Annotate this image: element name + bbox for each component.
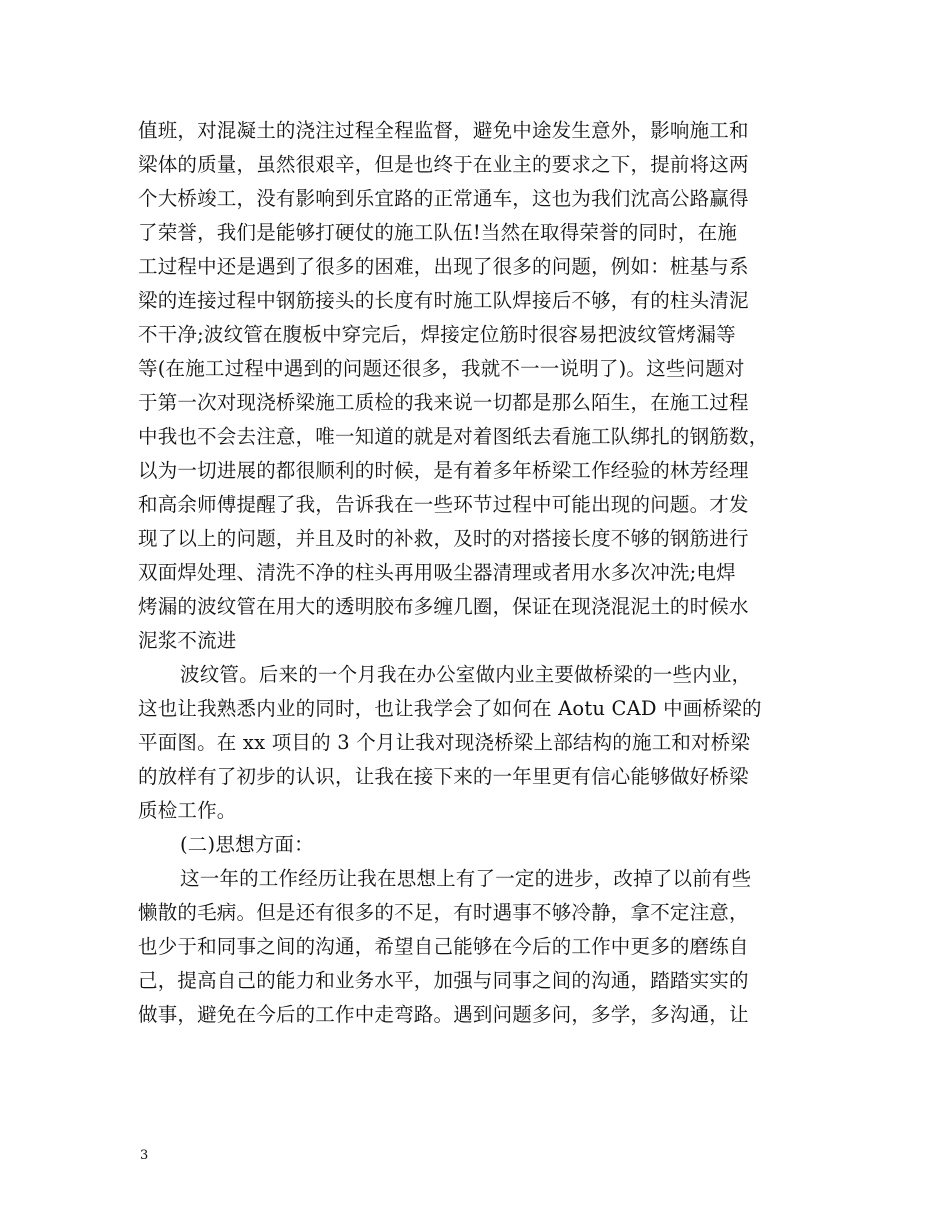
text-line: 现了以上的问题，并且及时的补救，及时的对搭接长度不够的钢筋进行 [138, 527, 749, 550]
text-line: 梁的连接过程中钢筋接头的长度有时施工队焊接后不够，有的柱头清泥 [138, 289, 749, 312]
text-line: 懒散的毛病。但是还有很多的不足，有时遇事不够冷静，拿不定注意， [138, 901, 749, 924]
text-line: 以为一切进展的都很顺利的时候，是有着多年桥梁工作经验的林芳经理 [138, 459, 749, 482]
text-line: 做事，避免在今后的工作中走弯路。遇到问题多问，多学，多沟通，让 [138, 1003, 749, 1026]
text-line: 泥浆不流进 [138, 629, 237, 652]
text-line: 烤漏的波纹管在用大的透明胶布多缠几圈，保证在现浇混泥土的时候水 [138, 595, 749, 618]
text-line: 的放样有了初步的认识，让我在接下来的一年里更有信心能够做好桥梁 [138, 765, 749, 788]
text-line: 这一年的工作经历让我在思想上有了一定的进步，改掉了以前有些 [180, 867, 752, 890]
text-line: 质检工作。 [138, 799, 237, 822]
text-line: 这也让我熟悉内业的同时，也让我学会了如何在 Aotu CAD 中画桥梁的 [138, 697, 762, 720]
body-text [138, 114, 828, 1032]
text-line: 和高余师傅提醒了我，告诉我在一些环节过程中可能出现的问题。才发 [138, 493, 749, 516]
text-line: 梁体的质量，虽然很艰辛，但是也终于在业主的要求之下，提前将这两 [138, 153, 749, 176]
text-line: 不干净;波纹管在腹板中穿完后，焊接定位筋时很容易把波纹管烤漏等 [138, 323, 736, 346]
text-line: 平面图。在 xx 项目的 3 个月让我对现浇桥梁上部结构的施工和对桥梁 [138, 731, 751, 754]
text-line: 值班，对混凝土的浇注过程全程监督，避免中途发生意外，影响施工和 [138, 119, 749, 142]
page-number: 3 [140, 1148, 149, 1163]
text-line: 双面焊处理、清洗不净的柱头再用吸尘器清理或者用水多次冲洗;电焊 [138, 561, 736, 584]
text-line: 于第一次对现浇桥梁施工质检的我来说一切都是那么陌生，在施工过程 [138, 391, 749, 414]
text-line: 也少于和同事之间的沟通，希望自己能够在今后的工作中更多的磨练自 [138, 935, 749, 958]
text-line: (二)思想方面： [180, 833, 314, 856]
text-line: 个大桥竣工，没有影响到乐宜路的正常通车，这也为我们沈高公路赢得 [138, 187, 749, 210]
text-line: 工过程中还是遇到了很多的困难，出现了很多的问题，例如：桩基与系 [138, 255, 749, 278]
text-line: 中我也不会去注意，唯一知道的就是对着图纸去看施工队绑扎的钢筋数， [138, 425, 769, 448]
text-line: 了荣誉，我们是能够打硬仗的施工队伍!当然在取得荣誉的同时，在施 [138, 221, 738, 244]
text-line: 己，提高自己的能力和业务水平，加强与同事之间的沟通，踏踏实实的 [138, 969, 749, 992]
text-line: 等(在施工过程中遇到的问题还很多，我就不一一说明了)。这些问题对 [138, 357, 745, 380]
text-line: 波纹管。后来的一个月我在办公室做内业主要做桥梁的一些内业， [180, 663, 752, 686]
